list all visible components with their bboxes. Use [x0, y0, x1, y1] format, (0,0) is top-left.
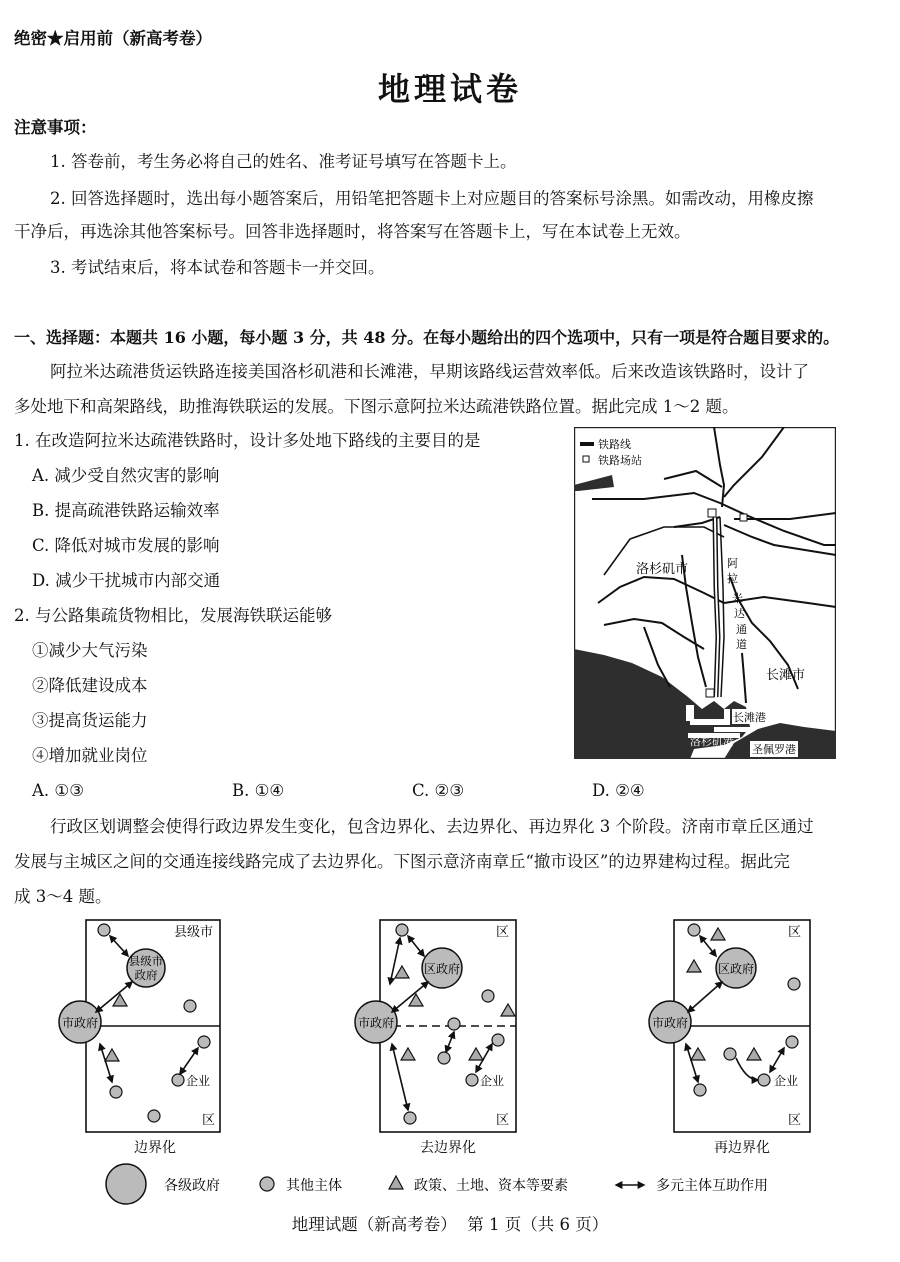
gov-label: 政府 — [134, 968, 158, 982]
sp-port-label: 圣佩罗港 — [752, 743, 796, 756]
corner-label: 县级市 — [174, 925, 214, 940]
panel-caption: 边界化 — [134, 1140, 176, 1156]
gov-label: 区政府 — [423, 962, 461, 976]
gov-label: 区政府 — [717, 962, 755, 976]
lb-city-label: 长滩市 — [766, 668, 806, 683]
la-port-label: 洛杉矶港 — [690, 735, 734, 748]
notice-item: 1. 答卷前，考生务必将自己的姓名、准考证号填写在答题卡上。 — [50, 152, 517, 171]
corridor-label: 通 — [736, 623, 747, 636]
legend-label: 各级政府 — [164, 1178, 220, 1194]
gov-label: 市政府 — [357, 1016, 395, 1030]
enterprise-label: 企业 — [186, 1074, 211, 1088]
corridor-label: 达 — [734, 607, 745, 620]
corner-label: 区 — [788, 1113, 802, 1128]
corridor-label: 阿 — [727, 557, 738, 570]
q2-option-b: B. ①④ — [232, 781, 285, 800]
enterprise-label: 企业 — [480, 1074, 505, 1088]
question-1-stem: 1. 在改造阿拉米达疏港铁路时，设计多处地下路线的主要目的是 — [14, 431, 481, 450]
corner-label: 区 — [202, 1113, 216, 1128]
legend-station-label: 铁路场站 — [598, 454, 642, 467]
legend-label: 政策、土地、资本等要素 — [414, 1178, 568, 1194]
legend-label: 其他主体 — [286, 1178, 342, 1194]
government-legend-icon — [106, 1164, 146, 1204]
q1-option-b: B. 提高疏港铁路运输效率 — [32, 501, 220, 520]
notice-item: 3. 考试结束后，将本试卷和答题卡一并交回。 — [50, 258, 385, 277]
la-city-label: 洛杉矶市 — [636, 562, 689, 577]
notice-heading: 注意事项： — [14, 118, 97, 137]
q2-item: ③提高货运能力 — [32, 711, 148, 730]
gov-label: 县级市 — [128, 954, 164, 968]
factor-legend-icon — [389, 1176, 403, 1189]
notice-item: 干净后，再选涂其他答案标号。回答非选择题时，将答案写在答题卡上，写在本试卷上无效。 — [14, 222, 691, 241]
panel-caption: 去边界化 — [420, 1140, 476, 1156]
panel-caption: 再边界化 — [714, 1140, 770, 1156]
corner-label: 区 — [496, 1113, 510, 1128]
q2-option-c: C. ②③ — [412, 781, 465, 800]
q2-item: ②降低建设成本 — [32, 676, 148, 695]
passage-line: 发展与主城区之间的交通连接线路完成了去边界化。下图示意济南章丘“撤市设区”的边界建构过程。据此完 — [14, 852, 790, 871]
page-title: 地理试卷 — [377, 70, 522, 108]
notice-item: 2. 回答选择题时，选出每小题答案后，用铅笔把答题卡上对应题目的答案标号涂黑。如需改动，用橡皮擦 — [50, 189, 814, 208]
gov-label: 市政府 — [61, 1016, 99, 1030]
question-2-stem: 2. 与公路集疏货物相比，发展海铁联运能够 — [14, 606, 332, 625]
alameda-corridor-map — [574, 427, 836, 759]
corner-label: 区 — [496, 925, 510, 940]
q2-option-a: A. ①③ — [32, 781, 84, 800]
panel-bordering — [59, 920, 220, 1156]
confidential-label: 绝密★启用前（新高考卷） — [14, 29, 212, 48]
lb-port-label: 长滩港 — [733, 711, 766, 724]
corridor-label: 米 — [732, 592, 743, 605]
q1-option-a: A. 减少受自然灾害的影响 — [32, 466, 220, 485]
passage-line: 行政区划调整会使得行政边界发生变化，包含边界化、去边界化、再边界化 3 个阶段。济南市章丘区通过 — [50, 817, 814, 836]
corridor-label: 道 — [736, 638, 747, 651]
enterprise-label: 企业 — [774, 1074, 799, 1088]
passage-line: 多处地下和高架路线，助推海铁联运的发展。下图示意阿拉米达疏港铁路位置。据此完成 1～2 题。 — [14, 397, 739, 416]
panel-debordering — [355, 920, 516, 1156]
q1-option-c: C. 降低对城市发展的影响 — [32, 536, 220, 555]
figure-legend — [106, 1164, 768, 1204]
legend-label: 多元主体互助作用 — [656, 1178, 768, 1194]
q2-option-d: D. ②④ — [592, 781, 645, 800]
q2-item: ①减少大气污染 — [32, 641, 148, 660]
page-footer: 地理试题（新高考卷） 第 1 页（共 6 页） — [291, 1215, 609, 1234]
gov-label: 市政府 — [651, 1016, 689, 1030]
q1-option-d: D. 减少干扰城市内部交通 — [32, 571, 221, 590]
section-heading: 一、选择题：本题共 16 小题，每小题 3 分，共 48 分。在每小题给出的四个选项中，只有一项是符合题目要求的。 — [14, 328, 840, 347]
corridor-label: 拉 — [727, 572, 738, 585]
panel-rebordering — [649, 920, 810, 1156]
passage-line: 阿拉米达疏港货运铁路连接美国洛杉矶港和长滩港，早期该路线运营效率低。后来改造该铁路时，设计了 — [50, 362, 809, 381]
entity-legend-icon — [260, 1177, 274, 1191]
boundary-construction-figure — [40, 912, 840, 1212]
legend-rail-label: 铁路线 — [598, 438, 631, 451]
passage-line: 成 3～4 题。 — [14, 887, 112, 906]
corner-label: 区 — [788, 925, 802, 940]
q2-item: ④增加就业岗位 — [32, 746, 148, 765]
